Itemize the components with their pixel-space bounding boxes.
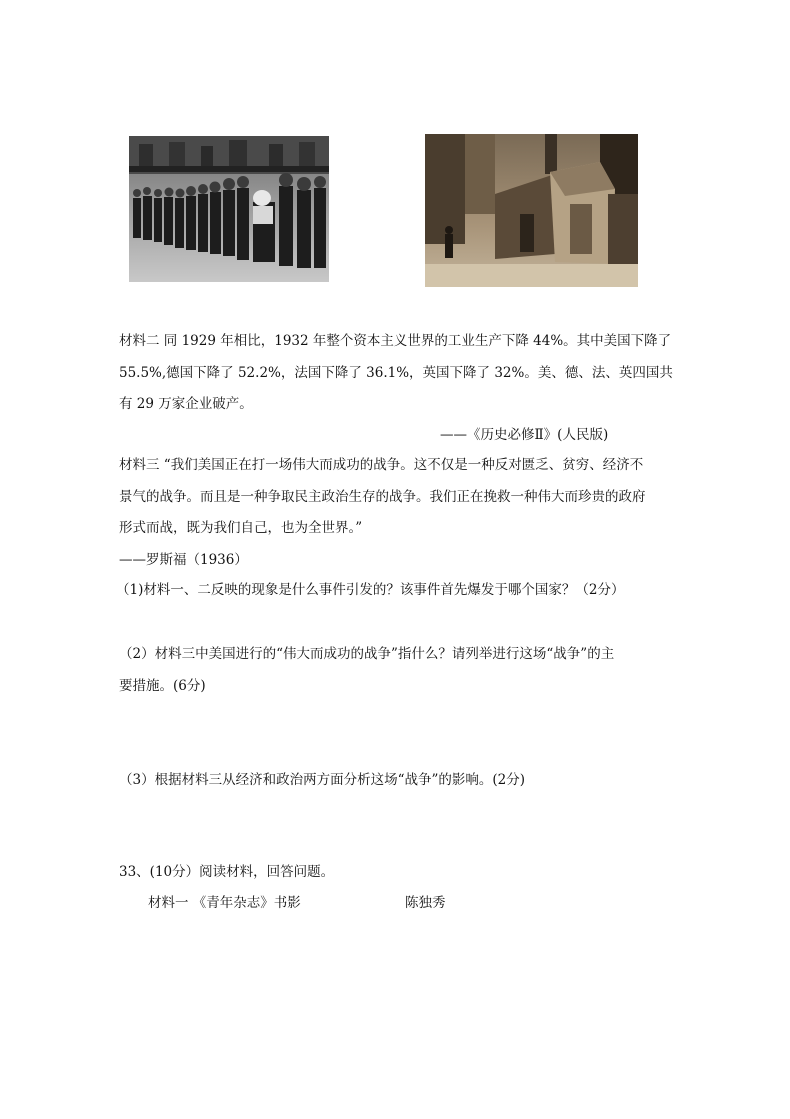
- question-2-line-2: 要措施。(6分): [119, 678, 206, 694]
- material3-line-1: 材料三 “我们美国正在打一场伟大而成功的战争。这不仅是一种反对匮乏、贫穷、经济不: [119, 457, 644, 473]
- q33-title: 33、(10分）阅读材料，回答问题。: [119, 864, 335, 880]
- material2-line-1: 材料二 同 1929 年相比，1932 年整个资本主义世界的工业生产下降 44%。其中美国下降了: [119, 333, 672, 349]
- material3-source: ——罗斯福（1936）: [119, 552, 248, 568]
- question-3: （3）根据材料三从经济和政治两方面分析这场“战争”的影响。(2分): [119, 772, 526, 788]
- material2-line-3: 有 29 万家企业破产。: [119, 396, 253, 412]
- material3-line-3: 形式而战，既为我们自己，也为全世界。”: [119, 520, 363, 536]
- material2-line-2: 55.5%,德国下降了 52.2%，法国下降了 36.1%，英国下降了 32%。美、德、法、英四国共: [119, 365, 673, 381]
- q33-material1-label: 材料一 《青年杂志》书影: [148, 895, 301, 911]
- question-1: （1)材料一、二反映的现象是什么事件引发的？该事件首先爆发于哪个国家？（2分）: [116, 582, 625, 598]
- material2-source: ——《历史必修Ⅱ》(人民版): [440, 427, 609, 443]
- question-2-line-1: （2）材料三中美国进行的“伟大而成功的战争”指什么？请列举进行这场“战争”的主: [119, 646, 615, 662]
- breadline-photo: [129, 136, 329, 282]
- shantytown-photo: [425, 134, 638, 287]
- material3-line-2: 景气的战争。而且是一种争取民主政治生存的战争。我们正在挽救一种伟大而珍贵的政府: [119, 489, 646, 505]
- q33-material1-name: 陈独秀: [405, 895, 446, 911]
